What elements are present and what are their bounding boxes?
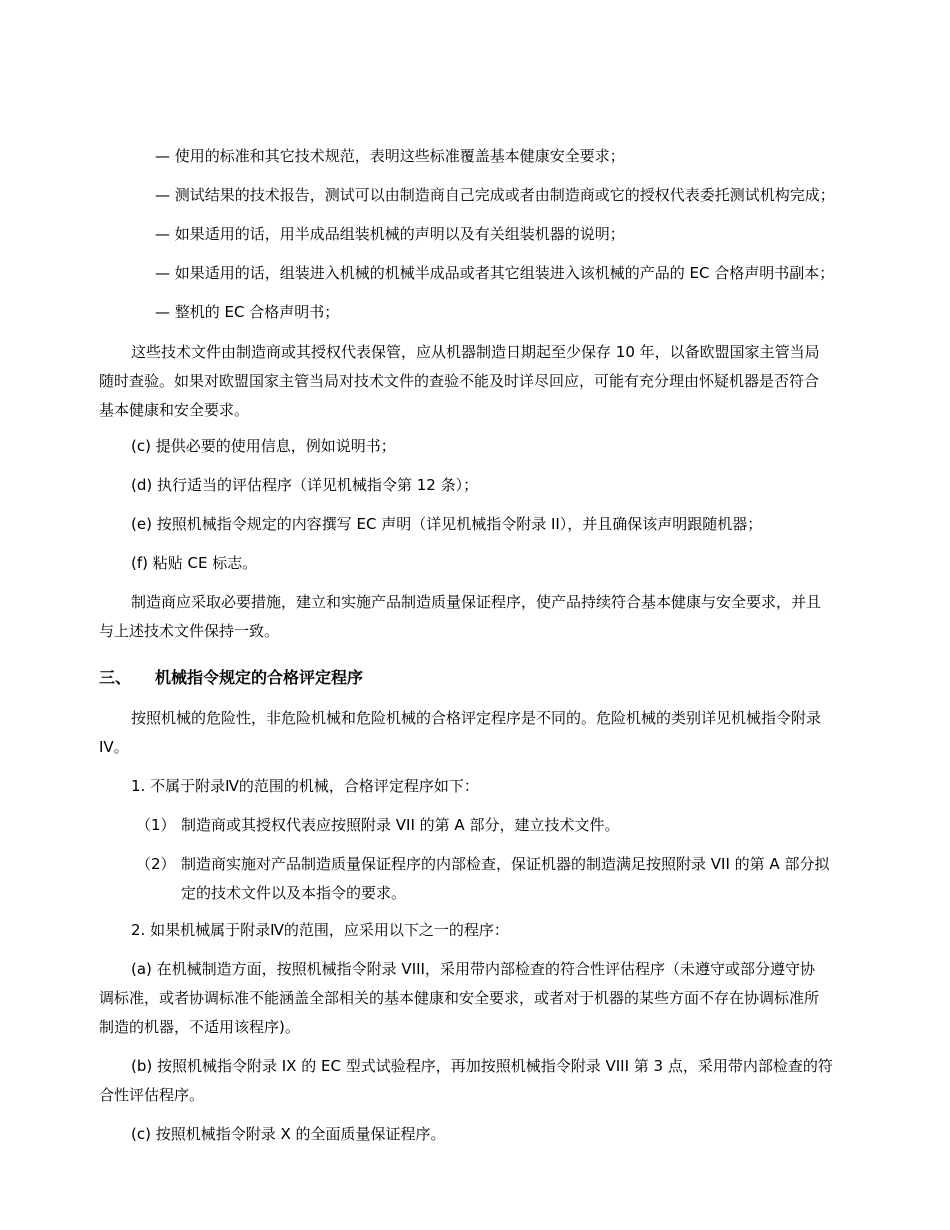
procedure-item: 1. 不属于附录Ⅳ的范围的机械，合格评定程序如下： (131, 777, 479, 795)
obligation-item: (e) 按照机械指令规定的内容撰写 EC 声明（详见机械指令附录 II），并且确保该声明跟随机器； (131, 515, 763, 533)
option-line: (b) 按照机械指令附录 IX 的 EC 型式试验程序，再加按照机械指令附录 VIII 第 3 点，采用带内部检查的符 (131, 1057, 833, 1075)
option-line: 制造的机器，不适用该程序)。 (99, 1018, 300, 1036)
option-line: 调标准，或者协调标准不能涵盖全部相关的基本健康和安全要求，或者对于机器的某些方面不存在协调标准所 (99, 989, 820, 1007)
requirement-item: — 如果适用的话，组装进入机械的机械半成品或者其它组装进入该机械的产品的 EC 合格声明书副本； (155, 264, 835, 282)
section-number: 三、 (99, 668, 132, 687)
requirement-item: — 使用的标准和其它技术规范，表明这些标准覆盖基本健康安全要求； (155, 147, 625, 165)
option-line: (a) 在机械制造方面，按照机械指令附录 VIII，采用带内部检查的符合性评估程序（未遵守或部分遵守协 (131, 960, 815, 978)
option-line: 合性评估程序。 (99, 1086, 205, 1104)
sub-item-text: 制造商或其授权代表应按照附录 VII 的第 A 部分，建立技术文件。 (181, 816, 620, 834)
requirement-item: — 如果适用的话，用半成品组装机械的声明以及有关组装机器的说明； (155, 225, 625, 243)
paragraph-line: 基本健康和安全要求。 (99, 401, 250, 419)
obligation-item: (f) 粘贴 CE 标志。 (131, 554, 258, 572)
obligation-item: (d) 执行适当的评估程序（详见机械指令第 12 条）； (131, 476, 479, 494)
sub-item-text: 制造商实施对产品制造质量保证程序的内部检查，保证机器的制造满足按照附录 VII 的第 A 部分拟 (181, 855, 830, 873)
paragraph-line: 按照机械的危险性，非危险机械和危险机械的合格评定程序是不同的。危险机械的类别详见机械指令附录 (131, 709, 822, 727)
obligation-item: (c) 提供必要的使用信息，例如说明书； (131, 437, 396, 455)
paragraph-line: 制造商应采取必要措施，建立和实施产品制造质量保证程序，使产品持续符合基本健康与安全要求，并且 (131, 593, 822, 611)
requirement-item: — 整机的 EC 合格声明书； (155, 303, 340, 321)
paragraph-line: 随时查验。如果对欧盟国家主管当局对技术文件的查验不能及时详尽回应，可能有充分理由怀疑机器是否符合 (99, 372, 820, 390)
section-heading: 机械指令规定的合格评定程序 (155, 668, 364, 687)
sub-item-number: （2） (136, 855, 176, 873)
sub-item-number: （1） (136, 816, 176, 834)
sub-item-text: 定的技术文件以及本指令的要求。 (181, 884, 407, 902)
paragraph-line: 与上述技术文件保持一致。 (99, 622, 280, 640)
paragraph-line: IV。 (99, 738, 129, 756)
option-line: (c) 按照机械指令附录 X 的全面质量保证程序。 (131, 1125, 446, 1143)
requirement-item: — 测试结果的技术报告，测试可以由制造商自己完成或者由制造商或它的授权代表委托测试机构完成； (155, 186, 835, 204)
paragraph-line: 这些技术文件由制造商或其授权代表保管，应从机器制造日期起至少保存 10 年，以备欧盟国家主管当局 (131, 343, 820, 361)
procedure-item: 2. 如果机械属于附录Ⅳ的范围，应采用以下之一的程序： (131, 921, 509, 939)
